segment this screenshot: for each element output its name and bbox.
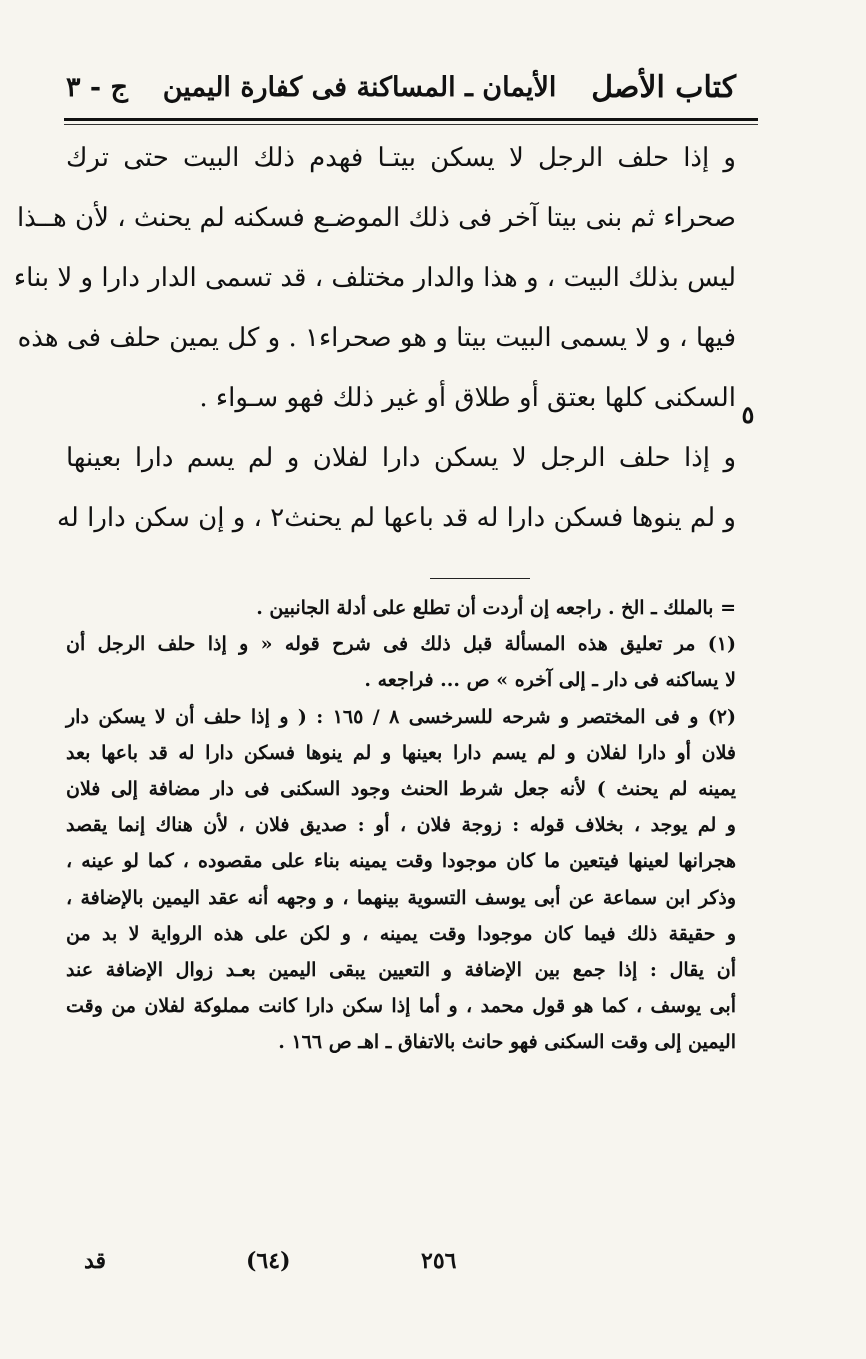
footnote-line: (١) مر تعليق هذه المسألة قبل ذلك فى شرح قوله « و إذا حلف الرجل أن [66, 633, 736, 656]
text-line: و لم ينوها فسكن دارا له قد باعها لم يحنث٢ ، و إن سكن دارا له [56, 503, 736, 533]
text-line: فيها ، و لا يسمى البيت بيتا و هو صحراء١ . و كل يمين حلف فى هذه [17, 323, 736, 353]
text-line: صحراء ثم بنى بيتا آخر فى ذلك الموضـع فسكنه لم يحنث ، لأن هــذا [16, 203, 736, 233]
page-footer [66, 1240, 736, 1280]
footnote-line: هجرانها لعينها فيتعين ما كان موجودا وقت يمينه بناء على مقصوده ، كما لو عينه ، [66, 850, 736, 873]
header-rule-thin [64, 124, 758, 125]
book-title: كتاب الأصل [591, 69, 736, 105]
catchword: قد [84, 1248, 107, 1274]
signature-mark: (٦٤) [246, 1248, 291, 1274]
footnote-separator [430, 578, 530, 579]
footnote-line: لا يساكنه فى دار ـ إلى آخره » ص ... فراجعه . [364, 669, 736, 692]
footnote-line: يمينه لم يحنث ) لأنه جعل شرط الحنث وجود السكنى فى دار مضافة إلى فلان [66, 777, 736, 800]
footnote-line: و حقيقة ذلك فيما كان موجودا وقت يمينه ، و لكن على هذه الرواية لا بد من [66, 922, 736, 945]
text-line: و إذا حلف الرجل لا يسكن دارا لفلان و لم يسم دارا بعينها [66, 443, 736, 473]
page-number: ٢٥٦ [421, 1248, 457, 1274]
line-number-marker: ٥ [741, 400, 755, 429]
text-line: السكنى كلها بعتق أو طلاق أو غير ذلك فهو سـواء . [199, 383, 736, 413]
footnotes [66, 590, 736, 1060]
footnote-line: = بالملك ـ الخ . راجعه إن أردت أن تطلع على أدلة الجانبين . [256, 597, 736, 619]
footnote-line: وذكر ابن سماعة عن أبى يوسف التسوية بينهما ، و وجهه أنه عقد اليمين بالإضافة ، [66, 886, 736, 909]
footnote-line: أن يقال : إذا جمع بين الإضافة و التعيين يبقى اليمين بعـد زوال الإضافة عند [66, 958, 736, 981]
running-header [66, 62, 736, 112]
text-line: ليس بذلك البيت ، و هذا والدار مختلف ، قد تسمى الدار دارا و لا بناء [13, 263, 736, 293]
main-text [13, 128, 736, 548]
header-rule-thick [64, 118, 758, 121]
footnote-line: أبى يوسف ، كما هو قول محمد ، و أما إذا سكن دارا كانت مملوكة لفلان من وقت [66, 995, 736, 1018]
chapter-title: الأيمان ـ المساكنة فى كفارة اليمين [162, 71, 557, 103]
text-line: و إذا حلف الرجل لا يسكن بيتـا فهدم ذلك البيت حتى ترك [66, 143, 736, 173]
footnote-line: اليمين إلى وقت السكنى فهو حانث بالاتفاق ـ اهـ ص ١٦٦ . [278, 1031, 736, 1054]
footnote-line: و لم يوجد ، بخلاف قوله : زوجة فلان ، أو : صديق فلان ، لأن هناك إنما يقصد [66, 814, 736, 837]
volume-number: ج - ٣ [66, 71, 128, 103]
footnote-line: (٢) و فى المختصر و شرحه للسرخسى ٨ / ١٦٥ : ( و إذا حلف أن لا يسكن دار [66, 705, 736, 728]
footnote-line: فلان أو دارا لفلان و لم يسم دارا بعينها و لم ينوها فسكن دارا له قد باعها بعد [66, 741, 736, 764]
